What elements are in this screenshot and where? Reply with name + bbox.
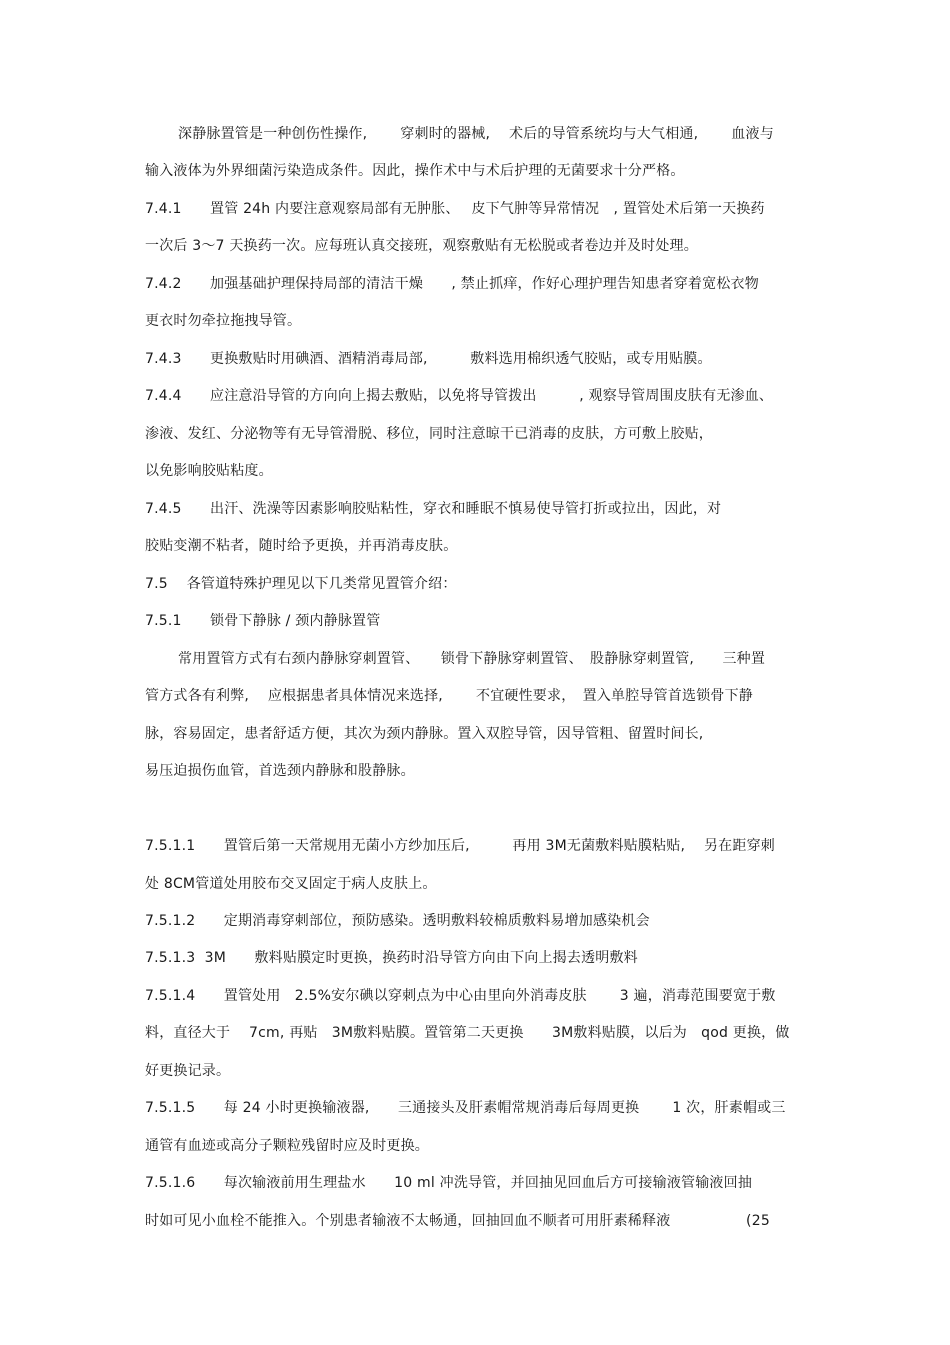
section-7-5-1-6-line: 7.5.1.6 每次输液前用生理盐水 10 ml 冲洗导管，并回抽见回血后方可接输液管输液回抽 [145, 1175, 753, 1191]
section-7-4-1-line: 7.4.1 置管 24h 内要注意观察局部有无肿胀、 皮下气肿等异常情况 , 置管处术后第一天换药 [145, 201, 765, 217]
paragraph-line: 脉，容易固定，患者舒适方便，其次为颈内静脉。置入双腔导管，因导管粗、留置时间长, [145, 726, 704, 742]
section-7-5-1-1-line: 7.5.1.1 置管后第一天常规用无菌小方纱加压后, 再用 3M无菌敷料贴膜粘贴, 另在距穿刺 [145, 838, 775, 854]
section-7-4-3-line: 7.4.3 更换敷贴时用碘酒、酒精消毒局部, 敷料选用棉织透气胶贴，或专用贴膜。 [145, 351, 712, 367]
section-7-5-heading: 7.5 各管道特殊护理见以下几类常见置管介绍： [145, 576, 457, 592]
paragraph-line: 料，直径大于 7cm, 再贴 3M敷料贴膜。置管第二天更换 3M敷料贴膜，以后为 qod 更换，做 [145, 1025, 790, 1041]
section-7-5-1-2-line: 7.5.1.2 定期消毒穿刺部位，预防感染。透明敷料较棉质敷料易增加感染机会 [145, 913, 650, 929]
paragraph-line: 深静脉置管是一种创伤性操作, 穿刺时的器械, 术后的导管系统均与大气相通, 血液与 [178, 126, 774, 142]
paragraph-line: 处 8CM管道处用胶布交叉固定于病人皮肤上。 [145, 876, 437, 892]
section-7-5-1-heading: 7.5.1 锁骨下静脉 / 颈内静脉置管 [145, 613, 381, 629]
paragraph-line: 易压迫损伤血管，首选颈内静脉和股静脉。 [145, 763, 415, 779]
paragraph-line: 一次后 3～7 天换药一次。应每班认真交接班，观察敷贴有无松脱或者卷边并及时处理。 [145, 238, 698, 254]
paragraph-line: 输入液体为外界细菌污染造成条件。因此，操作术中与术后护理的无菌要求十分严格。 [145, 163, 685, 179]
paragraph-line: 管方式各有利弊, 应根据患者具体情况来选择, 不宜硬性要求， 置入单腔导管首选锁骨下静 [145, 688, 753, 704]
section-7-4-4-line: 7.4.4 应注意沿导管的方向向上揭去敷贴，以免将导管拨出 , 观察导管周围皮肤有无渗血、 [145, 388, 774, 404]
paragraph-line: 以免影响胶贴粘度。 [145, 463, 273, 479]
section-7-5-1-3-line: 7.5.1.3 3M 敷料贴膜定时更换，换药时沿导管方向由下向上揭去透明敷料 [145, 950, 638, 966]
section-7-4-5-line: 7.4.5 出汗、洗澡等因素影响胶贴粘性，穿衣和睡眠不慎易使导管打折或拉出，因此，对 [145, 501, 722, 517]
paragraph-line: 胶贴变潮不粘者，随时给予更换，并再消毒皮肤。 [145, 538, 458, 554]
paragraph-line: 好更换记录。 [145, 1063, 231, 1079]
paragraph-line: 更衣时勿牵拉拖拽导管。 [145, 313, 302, 329]
paragraph-line: 常用置管方式有右颈内静脉穿刺置管、 锁骨下静脉穿刺置管、 股静脉穿刺置管, 三种置 [178, 651, 766, 667]
section-7-5-1-4-line: 7.5.1.4 置管处用 2.5%安尔碘以穿刺点为中心由里向外消毒皮肤 3 遍，消毒范围要宽于敷 [145, 988, 776, 1004]
section-7-4-2-line: 7.4.2 加强基础护理保持局部的清洁干燥 , 禁止抓痒，作好心理护理告知患者穿着宽松衣物 [145, 276, 759, 292]
paragraph-line: 时如可见小血栓不能推入。个别患者输液不太畅通，回抽回血不顺者可用肝素稀释液 (25 [145, 1213, 770, 1229]
paragraph-line: 通管有血迹或高分子颗粒残留时应及时更换。 [145, 1138, 429, 1154]
paragraph-line: 渗液、发红、分泌物等有无导管滑脱、移位，同时注意晾干已消毒的皮肤，方可敷上胶贴， [145, 426, 713, 442]
section-7-5-1-5-line: 7.5.1.5 每 24 小时更换输液器, 三通接头及肝素帽常规消毒后每周更换 1 次，肝素帽或三 [145, 1100, 786, 1116]
